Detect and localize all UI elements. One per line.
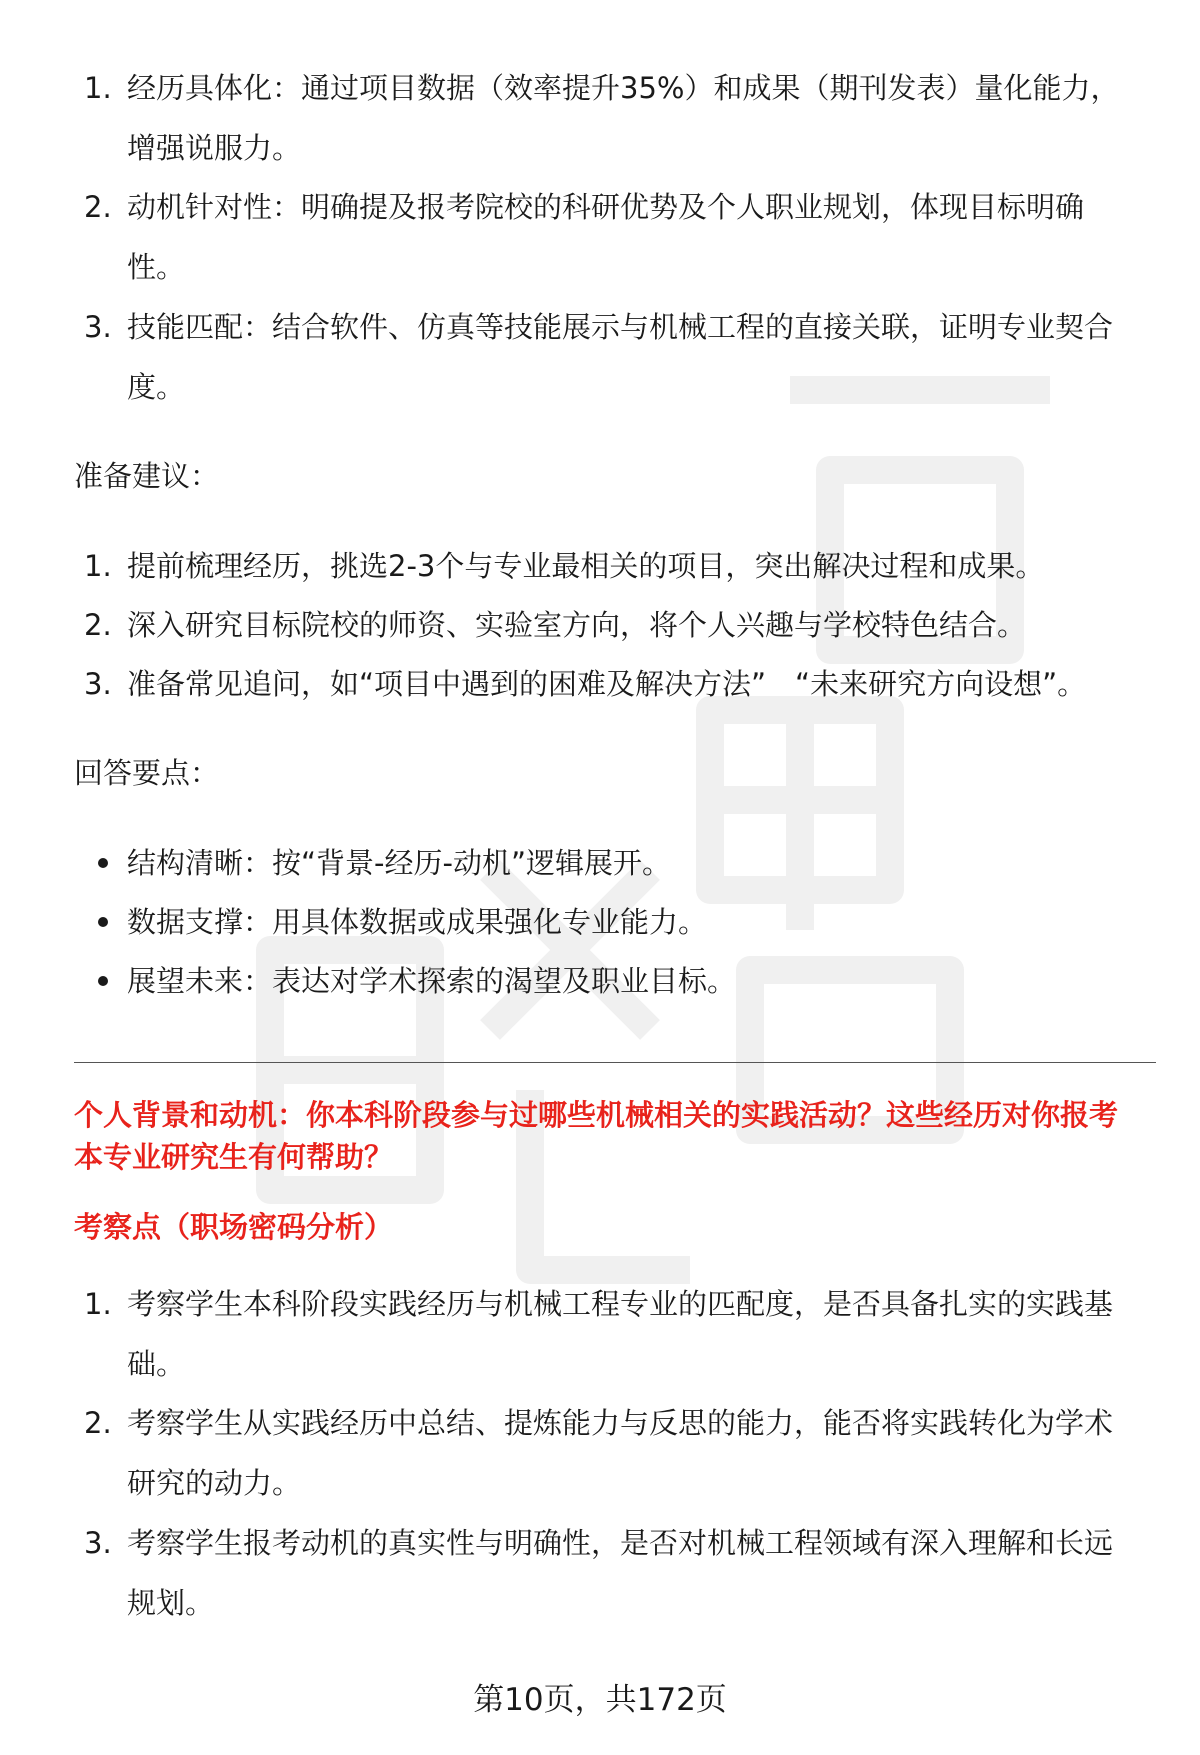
item-text-line: 经历具体化：通过项目数据（效率提升35%）和成果（期刊发表）量化能力， bbox=[127, 71, 1120, 105]
item-number: 1. bbox=[84, 71, 112, 105]
item-number: 1. bbox=[84, 549, 112, 583]
list-item: 展望未来：表达对学术探索的渴望及职业目标。 bbox=[127, 964, 737, 998]
item-text-line: 考察学生本科阶段实践经历与机械工程专业的匹配度，是否具备扎实的实践基 bbox=[127, 1287, 1114, 1321]
item-number: 3. bbox=[84, 667, 112, 701]
item-text-line: 增强说服力。 bbox=[127, 131, 302, 165]
prep-title: 准备建议： bbox=[74, 459, 220, 493]
item-text-line: 考察学生从实践经历中总结、提炼能力与反思的能力，能否将实践转化为学术 bbox=[127, 1406, 1114, 1440]
item-text-line: 础。 bbox=[127, 1347, 186, 1381]
list-item: 结构清晰：按“背景-经历-动机”逻辑展开。 bbox=[127, 846, 671, 880]
item-number: 3. bbox=[84, 1526, 112, 1560]
question-line: 本专业研究生有何帮助？ bbox=[74, 1140, 394, 1174]
list-item: 深入研究目标院校的师资、实验室方向，将个人兴趣与学校特色结合。 bbox=[127, 608, 1027, 642]
list-item: 提前梳理经历，挑选2-3个与专业最相关的项目，突出解决过程和成果。 bbox=[127, 549, 1045, 583]
bullet-icon bbox=[98, 858, 108, 868]
item-number: 3. bbox=[84, 310, 112, 344]
item-number: 2. bbox=[84, 190, 112, 224]
answer-title: 回答要点： bbox=[74, 756, 220, 790]
focus-title: 考察点（职场密码分析） bbox=[74, 1210, 394, 1244]
item-text-line: 技能匹配：结合软件、仿真等技能展示与机械工程的直接关联，证明专业契合 bbox=[127, 310, 1114, 344]
item-text-line: 性。 bbox=[127, 250, 186, 284]
item-number: 1. bbox=[84, 1287, 112, 1321]
item-text-line: 规划。 bbox=[127, 1586, 215, 1620]
bullet-icon bbox=[98, 917, 108, 927]
item-number: 2. bbox=[84, 608, 112, 642]
question-line: 个人背景和动机：你本科阶段参与过哪些机械相关的实践活动？这些经历对你报考 bbox=[74, 1098, 1119, 1132]
list-item: 准备常见追问，如“项目中遇到的困难及解决方法” “未来研究方向设想”。 bbox=[127, 667, 1087, 701]
item-number: 2. bbox=[84, 1406, 112, 1440]
item-text-line: 研究的动力。 bbox=[127, 1466, 302, 1500]
bullet-icon bbox=[98, 976, 108, 986]
page-footer: 第10页，共172页 bbox=[473, 1682, 727, 1718]
list-item: 数据支撑：用具体数据或成果强化专业能力。 bbox=[127, 905, 708, 939]
item-text-line: 考察学生报考动机的真实性与明确性，是否对机械工程领域有深入理解和长远 bbox=[127, 1526, 1114, 1560]
item-text-line: 动机针对性：明确提及报考院校的科研优势及个人职业规划，体现目标明确 bbox=[127, 190, 1085, 224]
item-text-line: 度。 bbox=[127, 370, 186, 404]
divider bbox=[74, 1062, 1156, 1063]
